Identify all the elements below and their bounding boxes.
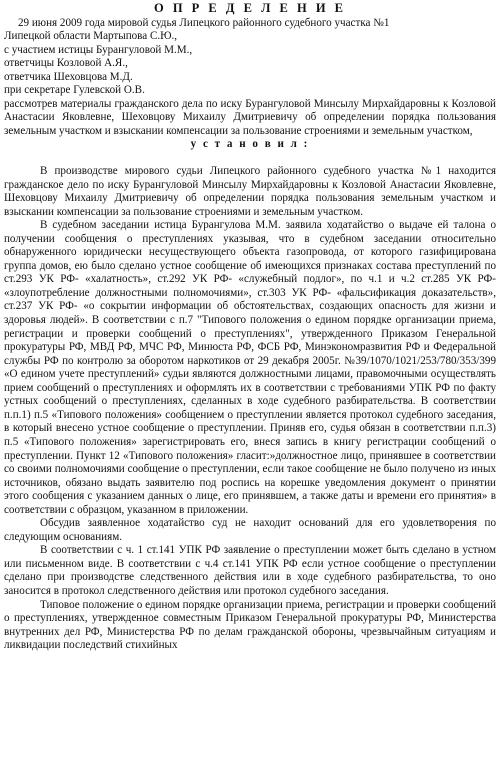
document-header	[4, 17, 496, 98]
paragraph-4: В соответствии с ч. 1 ст.141 УПК РФ заявление о преступлении может быть сделано в устном или письменном виде. В соответствии с ч.4 ст.141 УПК РФ если устное сообщение о преступлении сделано при производстве следственного действия или в ходе судебного разбирательства, то оно заносится в протокол следственного действия или протокол судебного заседания.	[4, 544, 496, 597]
header-line-date: 29 июня 2009 года мировой судья Липецкого районного судебного участка №1	[18, 16, 390, 29]
paragraph-3: Обсудив заявленное ходатайство суд не находит оснований для его удовлетворения по следующим основаниям.	[4, 517, 496, 543]
section-heading-ustanovil: у с т а н о в и л :	[190, 138, 310, 151]
header-line-secretary: при секретаре Гулевской О.В.	[4, 84, 145, 97]
paragraph-2: В судебном заседании истица Бурангулова М.М. заявила ходатайство о выдаче ей талона о получении сообщения о преступлениях указывая, что в судебном заседании относительно обнаруженного юридически несуществующего объекта газопровода, от которого газифицирована группа домов, ею было сделано устное сообщение об имеющихся признаках состава преступлений по ст.293 УК РФ- «халатность», ст.292 УК РФ- «служебный подлог», по ч.1 и ч.2 ст.285 УК РФ- «злоупотребление должностными полномочиями», ст.303 УК РФ- «фальсификация доказательств», ст.237 УК РФ- «о сокрытии информации об обстоятельствах, создающих опасность для жизни и здоровья людей». В соответствии с п.7 "Типового положения о едином порядке организации приема, регистрации и проверки сообщений о преступлениях", утвержденного Приказом Генеральной прокуратуры РФ, МВД РФ, МЧС РФ, Минюста РФ, ФСБ РФ, Минэкономразвития РФ и Федеральной службы РФ по контролю за оборотом наркотиков от 29 декабря 2005г. №39/1070/1021/253/780/353/399 «О едином учете преступлений» судьи являются должностными лицами, правомочными осуществлять прием сообщений о преступлениях и оформлять их в соответствии с требованиями УПК РФ по факту устных сообщений о преступлениях, сделанных в ходе судебного разбирательства. В соответствии п.п.1) п.5 «Типового положения» сообщением о преступлении является протокол судебного заседания, в который внесено устное сообщение о преступлении. Приняв его, судья обязан в соответствии п.п.3) п.5 «Типового положения» зарегистрировать его, внеся запись в книгу регистрации сообщений о преступлении. Пункт 12 «Типового положения» гласит:»должностное лицо, принявшее в соответствии со своими полномочиями сообщение о преступлении, если такое сообщение не было получено из иных источников, обязано выдать заявителю под роспись на корешке уведомления документ о принятии этого сообщения с указанием данных о лице, его принявшем, а также даты и времени его принятия» в соответствии с образцом, указанном в приложении.	[4, 219, 496, 516]
spacer	[4, 152, 496, 165]
paragraph-1: В производстве мирового судьи Липецкого районного судебного участка №1 находится гражданское дело по иску Бурангуловой Минсылу Мирхайдаровны к Козловой Анастасии Яковлевне, Шеховцову Михаилу Дмитриевичу об определении порядка пользования земельным участком и взыскании компенсации за пользование строениями и земельным участком.	[4, 165, 496, 218]
header-line-defendant-2: ответчика Шеховцова М.Д.	[4, 70, 133, 83]
paragraph-5: Типовое положение о едином порядке организации приема, регистрации и проверки сообщений о преступлениях, утвержденное совместным Приказом Генеральной прокуратуры РФ, Министерства внутренних дел РФ, Министерства РФ по делам гражданской обороны, чрезвычайным ситуациям и ликвидации последствий стихийных	[4, 598, 496, 652]
header-line-court: Липецкой области Мартыпова С.Ю.,	[4, 30, 178, 43]
intro-paragraph: рассмотрев материалы гражданского дела по иску Бурангуловой Минсылу Мирхайдаровны к Козловой Анастасии Яковлевне, Шеховцову Михаилу Дмитриевичу об определении порядка пользования земельным участком и взыскании компенсации за пользование строениями и земельным участком,	[4, 97, 496, 137]
document-title: О П Р Е Д Е Л Е Н И Е	[153, 1, 347, 15]
header-line-plaintiff: с участием истицы Бурангуловой М.М.,	[4, 43, 193, 56]
header-line-defendant-1: ответчицы Козловой А.Я.,	[4, 57, 128, 70]
